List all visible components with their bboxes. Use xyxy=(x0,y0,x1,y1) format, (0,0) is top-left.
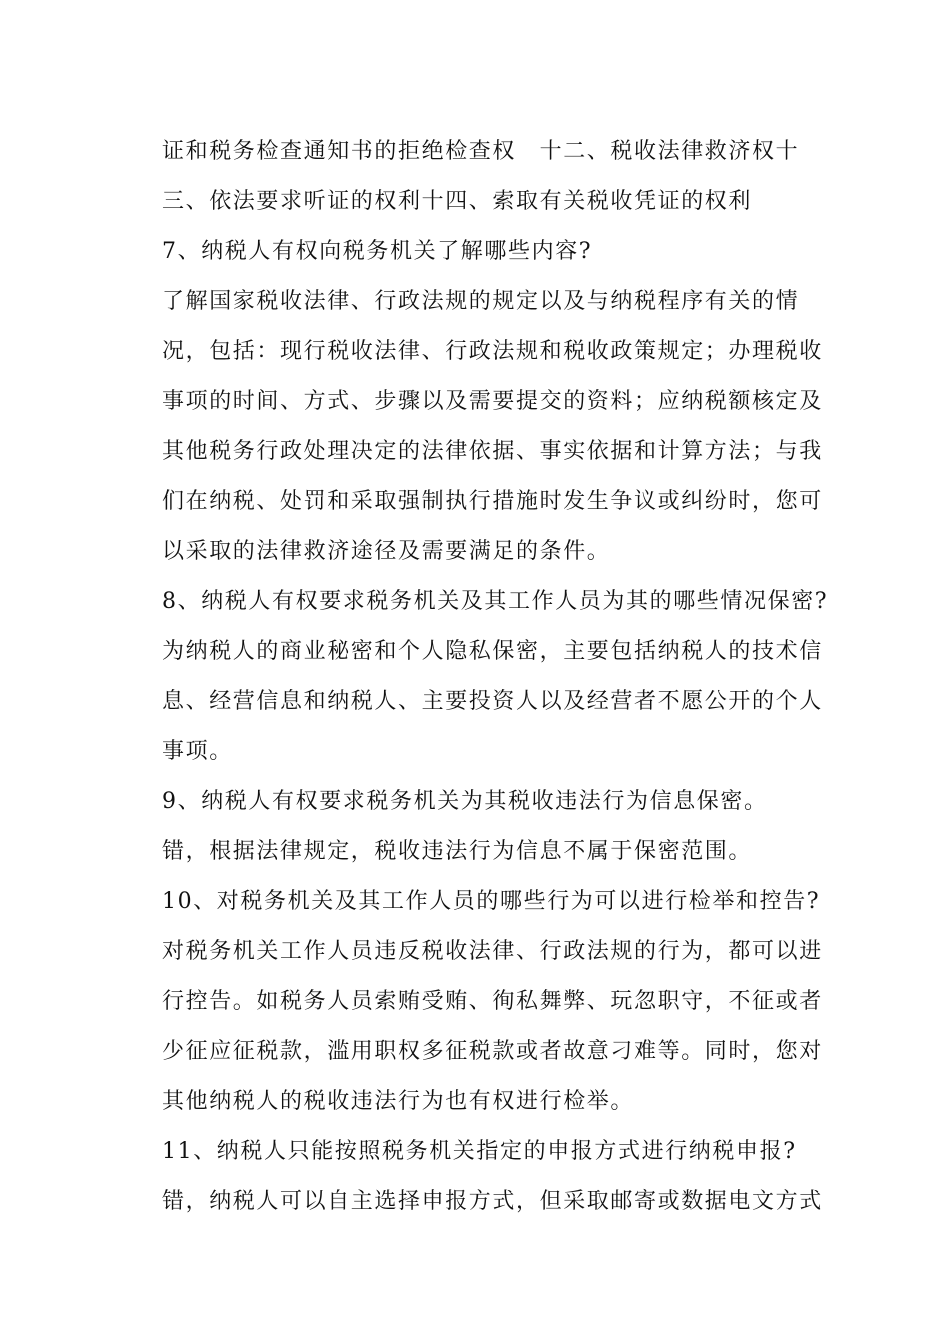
text-line-2: 三、依法要求听证的权利十四、索取有关税收凭证的权利 xyxy=(162,189,753,214)
answer-7-line-2: 况，包括：现行税收法律、行政法规和税收政策规定；办理税收 xyxy=(162,339,823,364)
question-8: 8、纳税人有权要求税务机关及其工作人员为其的哪些情况保密? xyxy=(162,589,829,614)
answer-8-line-1: 为纳税人的商业秘密和个人隐私保密，主要包括纳税人的技术信 xyxy=(162,639,823,664)
answer-7-line-1: 了解国家税收法律、行政法规的规定以及与纳税程序有关的情 xyxy=(162,289,800,314)
answer-10-line-2: 行控告。如税务人员索贿受贿、徇私舞弊、玩忽职守，不征或者 xyxy=(162,989,823,1014)
answer-10-line-1: 对税务机关工作人员违反税收法律、行政法规的行为，都可以进 xyxy=(162,939,823,964)
answer-10-line-4: 其他纳税人的税收违法行为也有权进行检举。 xyxy=(162,1089,635,1114)
answer-9: 错，根据法律规定，税收违法行为信息不属于保密范围。 xyxy=(162,839,753,864)
question-11: 11、纳税人只能按照税务机关指定的申报方式进行纳税申报? xyxy=(162,1139,797,1164)
question-7: 7、纳税人有权向税务机关了解哪些内容? xyxy=(162,239,593,264)
answer-7-line-6: 以采取的法律救济途径及需要满足的条件。 xyxy=(162,539,611,564)
text-line-1: 证和税务检查通知书的拒绝检查权 十二、税收法律救济权十 xyxy=(162,139,800,164)
answer-11-line-1: 错，纳税人可以自主选择申报方式，但采取邮寄或数据电文方式 xyxy=(162,1189,823,1214)
question-9: 9、纳税人有权要求税务机关为其税收违法行为信息保密。 xyxy=(162,789,768,814)
question-10: 10、对税务机关及其工作人员的哪些行为可以进行检举和控告? xyxy=(162,889,821,914)
answer-10-line-3: 少征应征税款，滥用职权多征税款或者故意刁难等。同时，您对 xyxy=(162,1039,823,1064)
answer-8-line-2: 息、经营信息和纳税人、主要投资人以及经营者不愿公开的个人 xyxy=(162,689,823,714)
answer-7-line-4: 其他税务行政处理决定的法律依据、事实依据和计算方法；与我 xyxy=(162,439,823,464)
answer-7-line-3: 事项的时间、方式、步骤以及需要提交的资料；应纳税额核定及 xyxy=(162,389,823,414)
answer-7-line-5: 们在纳税、处罚和采取强制执行措施时发生争议或纠纷时，您可 xyxy=(162,489,823,514)
answer-8-line-3: 事项。 xyxy=(162,739,233,764)
